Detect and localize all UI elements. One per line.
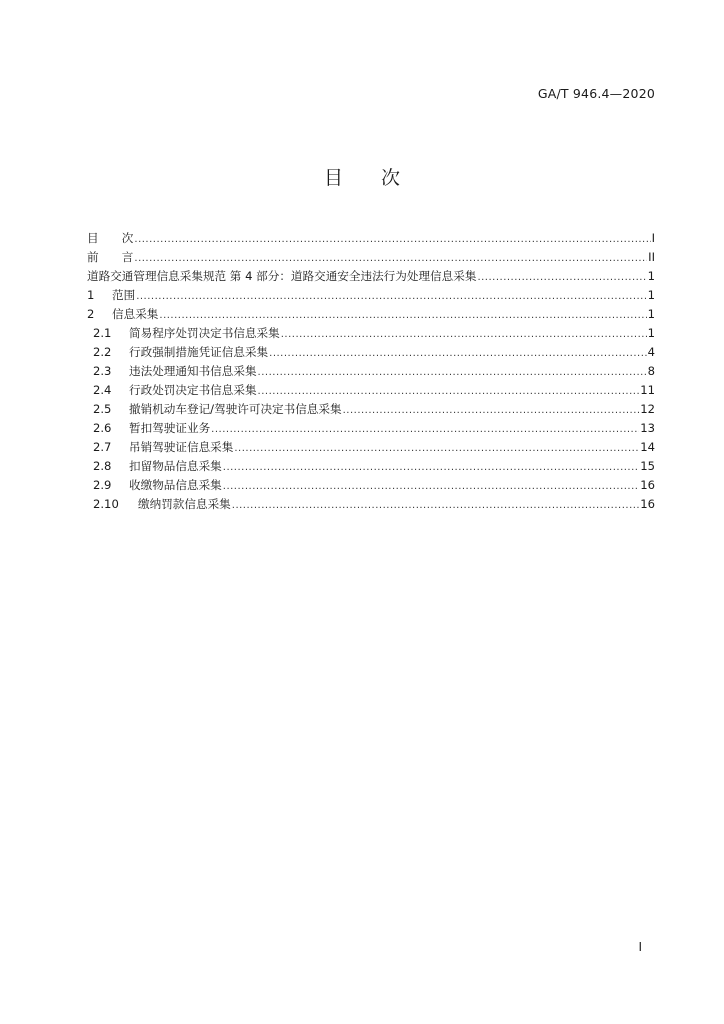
toc-entry-page: 14 [640,440,655,454]
toc-entry[interactable] [87,438,655,457]
toc-entry[interactable] [87,286,655,305]
toc-entry-page: 1 [647,307,655,321]
toc-entry-page: 11 [640,383,655,397]
toc-dot-leader [477,268,646,287]
toc-entry[interactable] [87,248,655,267]
toc-dot-leader [211,420,639,439]
toc-dot-leader [343,401,640,420]
toc-dot-leader [232,496,639,515]
toc-entry-label: 简易程序处罚决定书信息采集 [129,326,280,340]
page-number: I [638,940,642,954]
toc-entry-number: 2.1 [93,326,112,340]
toc-dot-leader [234,439,639,458]
toc-entry-label: 扣留物品信息采集 [129,459,222,473]
toc-entry-label: 行政处罚决定书信息采集 [129,383,257,397]
toc-entry-label: 范围 [112,288,136,302]
toc-entry-page: 12 [640,402,655,416]
toc-entry-page: 4 [647,345,655,359]
toc-entry-label: 撤销机动车登记/驾驶许可决定书信息采集 [129,402,342,416]
toc-entry-number: 2.5 [93,402,112,416]
toc-entry-number: 2.10 [93,497,119,511]
toc-entry-number: 1 [87,288,95,302]
toc-entry-label: 信息采集 [112,307,159,321]
toc-dot-leader [258,382,640,401]
toc-dot-leader [281,325,647,344]
toc-title: 目 次 [323,167,400,189]
toc-entry-number: 2.7 [93,440,112,454]
toc-entry-number: 2 [87,307,95,321]
toc-entry[interactable] [87,457,655,476]
toc-entry-number: 2.2 [93,345,112,359]
toc-entry[interactable] [87,495,655,514]
toc-entry-label: 吊销驾驶证信息采集 [129,440,234,454]
toc-dot-leader [223,458,639,477]
toc-entry-page: 15 [640,459,655,473]
toc-entry-page: 1 [647,326,655,340]
toc-entry-page: 1 [647,288,655,302]
toc-entry[interactable] [87,343,655,362]
toc-dot-leader [258,363,647,382]
toc-entry[interactable] [87,229,655,248]
toc-entry-number: 2.4 [93,383,112,397]
toc-entry-label: 收缴物品信息采集 [129,478,222,492]
toc-entry-label: 目 次 [87,231,134,245]
toc-entry-page: 1 [647,269,655,283]
toc-entry-label: 暂扣驾驶证业务 [129,421,211,435]
toc-dot-leader [134,230,650,249]
table-of-contents [87,229,655,514]
toc-entry-number: 2.8 [93,459,112,473]
toc-entry-label: 前 言 [87,250,134,264]
toc-entry-number: 2.6 [93,421,112,435]
toc-entry-label: 道路交通管理信息采集规范 第 4 部分：道路交通安全违法行为处理信息采集 [87,269,477,283]
toc-dot-leader [269,344,646,363]
toc-entry-page: 16 [640,478,655,492]
toc-entry-page: II [648,250,655,264]
toc-dot-leader [159,306,646,325]
toc-entry-page: I [651,231,655,245]
toc-dot-leader [134,249,647,268]
toc-entry-label: 行政强制措施凭证信息采集 [129,345,269,359]
toc-entry-page: 8 [647,364,655,378]
toc-entry[interactable] [87,267,655,286]
toc-dot-leader [136,287,646,306]
toc-entry-label: 违法处理通知书信息采集 [129,364,257,378]
standard-number: GA/T 946.4—2020 [537,86,655,101]
toc-entry[interactable] [87,324,655,343]
toc-entry[interactable] [87,362,655,381]
toc-entry-label: 缴纳罚款信息采集 [138,497,231,511]
toc-entry[interactable] [87,419,655,438]
toc-dot-leader [223,477,639,496]
toc-entry-page: 16 [640,497,655,511]
toc-entry[interactable] [87,305,655,324]
toc-entry-page: 13 [640,421,655,435]
toc-entry[interactable] [87,381,655,400]
toc-entry-number: 2.3 [93,364,112,378]
toc-entry[interactable] [87,400,655,419]
toc-entry-number: 2.9 [93,478,112,492]
toc-entry[interactable] [87,476,655,495]
